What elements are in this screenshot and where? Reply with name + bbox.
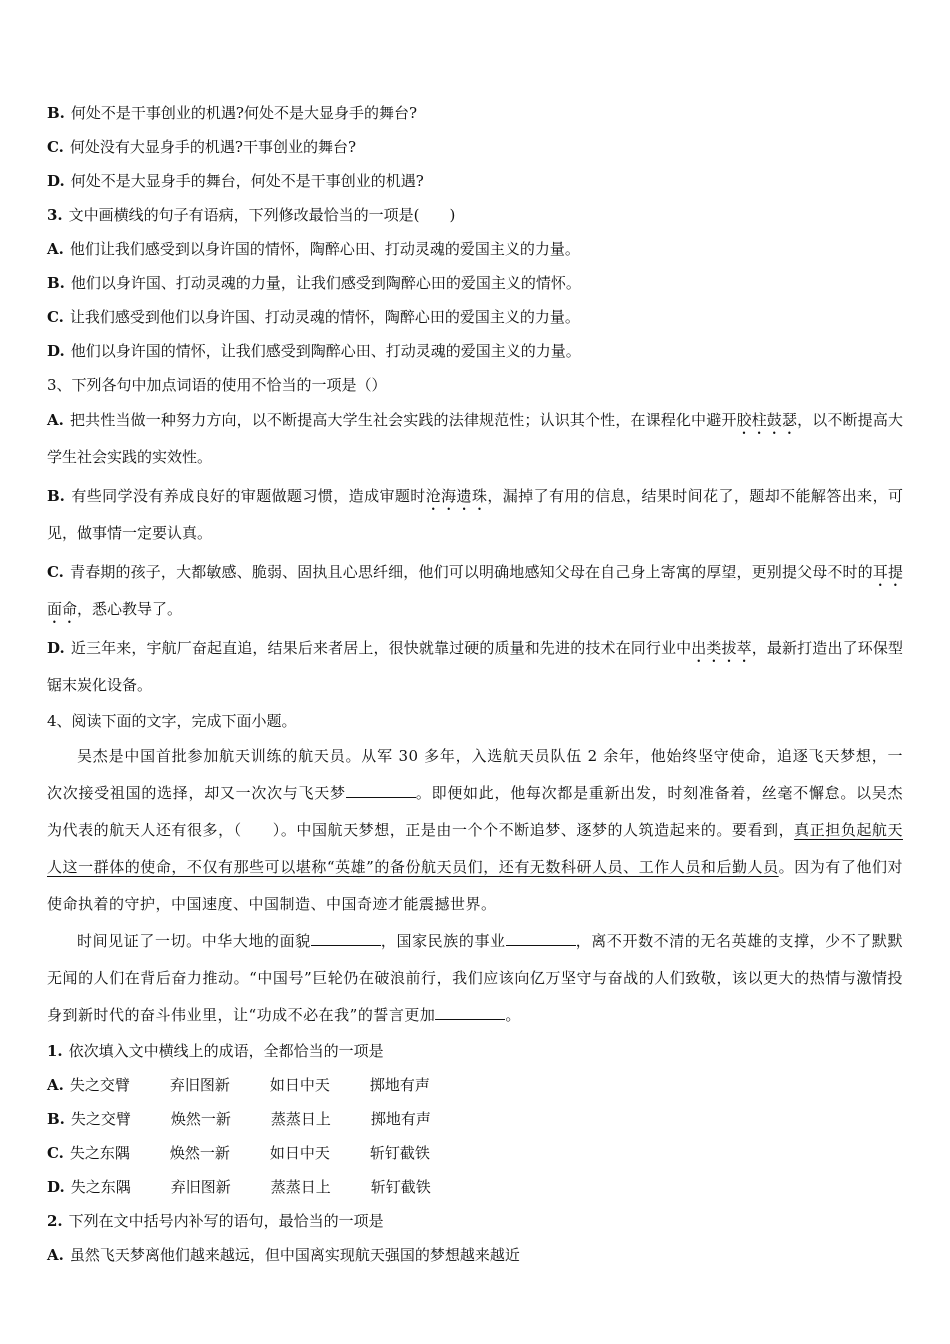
option-line [47,232,903,266]
passage-text: 吴杰是中国首批参加航天训练的航天员。从军 30 多年，入选航天员队伍 2 余年，他始终坚守使命，追逐飞天梦想，一次次接受祖国的选择，却又一次次与飞天梦 [47,747,903,802]
question-stem [47,1034,903,1068]
option-text: ，悉心教导了。 [77,600,183,618]
reading-passage-paragraph [47,738,903,923]
option-label: A. [47,411,64,429]
option-item: 失之交臂 [70,1110,131,1128]
question-number: 3. [47,206,63,224]
option-line [47,266,903,300]
passage-text: ，离不开数不清的无名英雄的支撑，少不了默默无闻的人们在背后奋力推动。“中国号”巨轮仍在破浪前行，我们应该向亿万坚守与奋战的人们致敬，该以更大的热情与激情投身到新时代的奋斗伟业里，让“功成不必在我”的誓言更加 [47,932,903,1024]
option-line [47,1136,903,1170]
option-item: 掷地有声 [370,1110,431,1128]
document-page [47,96,903,1272]
option-paragraph [47,402,903,476]
option-text: 他们以身许国、打动灵魂的力量，让我们感受到陶醉心田的爱国主义的情怀。 [70,274,581,292]
option-label: D. [47,639,65,657]
option-label: B. [47,1110,65,1128]
dotted-word: 耳提面命 [47,563,903,618]
passage-text: ，国家民族的事业 [380,932,506,950]
option-line [47,1068,903,1102]
option-label: B. [47,487,65,505]
option-line [47,130,903,164]
option-line [47,96,903,130]
option-item: 斩钉截铁 [370,1178,431,1196]
option-line [47,1170,903,1204]
question-text: 文中画横线的句子有语病，下列修改最恰当的一项是( ) [68,206,456,224]
dotted-word: 出类拔萃 [691,639,752,657]
option-item: 如日中天 [269,1076,330,1094]
option-paragraph [47,630,903,704]
option-paragraph [47,478,903,552]
option-item: 弃旧图新 [170,1178,231,1196]
option-text: 青春期的孩子，大都敏感、脆弱、固执且心思纤细，他们可以明确地感知父母在自己身上寄寓的厚望，更别提父母不时的 [69,563,873,581]
option-line [47,164,903,198]
option-label: C. [47,138,64,156]
option-label: C. [47,308,64,326]
question-text: 依次填入文中横线上的成语，全都恰当的一项是 [68,1042,384,1060]
option-text: 近三年来，宇航厂奋起直追，结果后来者居上，很快就靠过硬的质量和先进的技术在同行业中 [70,639,692,657]
option-text: 何处不是大显身手的舞台，何处不是干事创业的机遇? [70,172,424,190]
option-text: 有些同学没有养成良好的审题做题习惯，造成审题时 [70,487,426,505]
fill-blank [346,783,416,798]
option-line [47,300,903,334]
fill-blank [506,931,576,946]
question-stem [47,198,903,232]
question-stem: 4、阅读下面的文字，完成下面小题。 [47,712,297,730]
option-label: B. [47,104,65,122]
option-label: D. [47,342,65,360]
option-label: D. [47,1178,65,1196]
dotted-word: 沧海遗珠 [425,487,488,505]
question-number: 1. [47,1042,63,1060]
option-item: 焕然一新 [170,1110,231,1128]
option-text: ，漏掉了有用的信息，结果时间花了，题却不能解答出来，可见，做事情一定要认真。 [47,487,903,542]
option-label: C. [47,563,64,581]
underlined-sentence: 真正担负起航天人这一群体的使命，不仅有那些可以堪称“英雄”的备份航天员们，还有无数科研人员、工作人员和后勤人员 [47,821,903,876]
option-item: 蒸蒸日上 [270,1178,331,1196]
dotted-word: 胶柱鼓瑟 [736,411,798,429]
passage-text: 时间见证了一切。中华大地的面貌 [77,932,311,950]
option-item: 蒸蒸日上 [270,1110,331,1128]
question-stem [47,1204,903,1238]
option-label: C. [47,1144,64,1162]
question-number: 2. [47,1212,63,1230]
option-text: 虽然飞天梦离他们越来越远，但中国离实现航天强国的梦想越来越近 [69,1246,520,1264]
option-line [47,334,903,368]
option-item: 如日中天 [269,1144,330,1162]
option-line [47,1238,903,1272]
passage-text: 。因为有了他们对使命执着的守护，中国速度、中国制造、中国奇迹才能震撼世界。 [47,858,903,913]
option-item: 掷地有声 [369,1076,430,1094]
passage-text: 。即便如此，他每次都是重新出发，时刻准备着，丝毫不懈怠。以吴杰为代表的航天人还有很多，（ ）。中国航天梦想，正是由一个个不断追梦、逐梦的人筑造起来的。要看到， [47,784,903,839]
option-line [47,1102,903,1136]
option-item: 斩钉截铁 [369,1144,430,1162]
reading-passage-paragraph [47,923,903,1034]
option-text: ，以不断提高大学生社会实践的实效性。 [47,411,903,466]
option-text: ，最新打造出了环保型锯末炭化设备。 [47,639,903,694]
option-text: 他们让我们感受到以身许国的情怀，陶醉心田、打动灵魂的爱国主义的力量。 [69,240,580,258]
option-item: 焕然一新 [169,1144,230,1162]
option-label: B. [47,274,65,292]
option-item: 失之交臂 [69,1076,130,1094]
option-text: 他们以身许国的情怀，让我们感受到陶醉心田、打动灵魂的爱国主义的力量。 [70,342,581,360]
question-text: 下列在文中括号内补写的语句，最恰当的一项是 [68,1212,384,1230]
option-item: 失之东隅 [70,1178,131,1196]
option-text: 何处没有大显身手的机遇?干事创业的舞台? [69,138,356,156]
question-stem: 3、下列各句中加点词语的使用不恰当的一项是（） [47,376,387,394]
passage-text: 。 [505,1006,521,1024]
option-text: 把共性当做一种努力方向，以不断提高大学生社会实践的法律规范性；认识其个性，在课程化中避开 [69,411,737,429]
option-item: 弃旧图新 [169,1076,230,1094]
option-item: 失之东隅 [69,1144,130,1162]
fill-blank [311,931,381,946]
option-label: A. [47,1246,64,1264]
fill-blank [435,1005,505,1020]
option-text: 让我们感受到他们以身许国、打动灵魂的情怀，陶醉心田的爱国主义的力量。 [69,308,580,326]
option-label: A. [47,1076,64,1094]
option-label: D. [47,172,65,190]
option-label: A. [47,240,64,258]
option-text: 何处不是干事创业的机遇?何处不是大显身手的舞台? [70,104,417,122]
option-paragraph [47,554,903,628]
